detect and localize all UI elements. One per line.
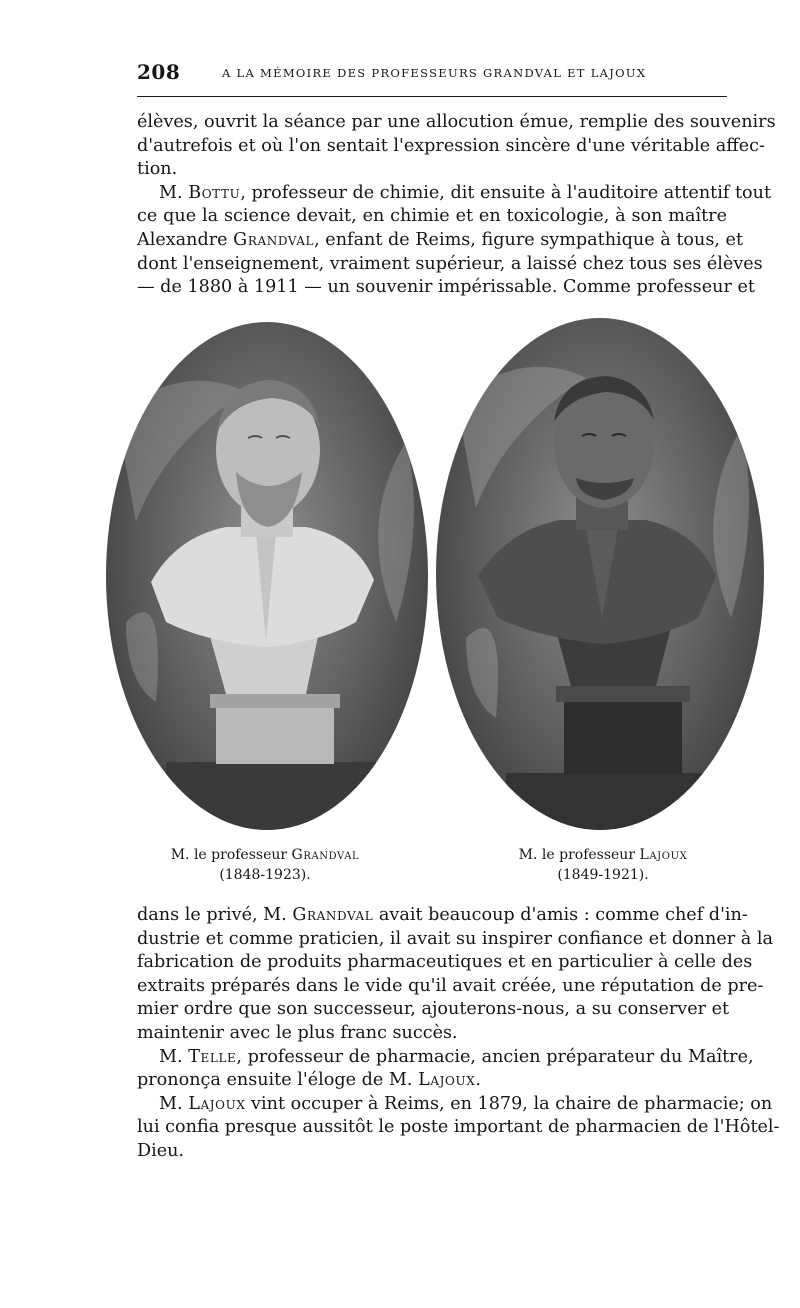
- header-rule: [137, 96, 727, 97]
- text-line: fabrication de produits pharmaceutiques et en particulier à celle des: [137, 952, 753, 973]
- name-lajoux: Lajoux: [188, 1093, 246, 1114]
- running-head: [137, 60, 727, 90]
- text-line: d'autrefois et où l'on sentait l'expression sincère d'une véritable affec-: [137, 135, 765, 156]
- page-number: 208: [137, 60, 181, 84]
- caption-name: Grandval: [291, 847, 360, 863]
- caption-line: M. le professeur Lajoux: [518, 847, 688, 863]
- text-line: élèves, ouvrit la séance par une allocution émue, remplie des souvenirs: [137, 112, 776, 132]
- caption-line: M. le professeur Grandval: [170, 847, 360, 863]
- running-title: A LA MÉMOIRE DES PROFESSEURS GRANDVAL ET LAJOUX: [222, 66, 647, 80]
- text-line: dans le privé, M. Grandval avait beaucoup d'amis : comme chef d'in-: [137, 905, 748, 925]
- caption-dates: (1849-1921).: [557, 867, 649, 883]
- text-line: — de 1880 à 1911 — un souvenir impérissable. Comme professeur et: [137, 277, 755, 298]
- lajoux-bust-illustration: [436, 318, 764, 830]
- lajoux-bust-photo: [436, 318, 764, 830]
- text-line: M. Telle, professeur de pharmacie, ancien préparateur du Maître,: [159, 1046, 754, 1067]
- text-line: prononça ensuite l'éloge de M. Lajoux.: [137, 1070, 481, 1091]
- bottom-text: [137, 904, 780, 1164]
- caption-dates: (1848-1923).: [219, 867, 311, 883]
- text-line: Alexandre Grandval, enfant de Reims, figure sympathique à tous, et: [137, 229, 744, 250]
- text-line: M. Lajoux vint occuper à Reims, en 1879, la chaire de pharmacie; on: [159, 1093, 773, 1114]
- text-line: dustrie et comme praticien, il avait su inspirer confiance et donner à la: [137, 928, 773, 949]
- text-line: extraits préparés dans le vide qu'il avait créée, une réputation de pre-: [137, 975, 764, 996]
- name-bottu: Bottu: [188, 182, 241, 203]
- text-line: tion.: [137, 159, 178, 180]
- text-line: ce que la science devait, en chimie et en toxicologie, à son maître: [137, 206, 727, 227]
- top-text: [137, 111, 776, 300]
- name-telle: Telle: [188, 1046, 237, 1067]
- grandval-bust-photo: [106, 322, 428, 830]
- text-line: M. Bottu, professeur de chimie, dit ensuite à l'auditoire attentif tout: [159, 182, 772, 203]
- name-grandval: Grandval: [233, 229, 315, 250]
- text-line: dont l'enseignement, vraiment supérieur, a laissé chez tous ses élèves: [137, 253, 763, 274]
- text-line: lui confia presque aussitôt le poste important de pharmacien de l'Hôtel-: [137, 1117, 780, 1138]
- text-line: mier ordre que son successeur, ajouterons-nous, a su conserver et: [137, 999, 730, 1020]
- text-line: maintenir avec le plus franc succès.: [137, 1022, 458, 1043]
- caption-lajoux: [478, 845, 728, 885]
- text-line: Dieu.: [137, 1140, 185, 1161]
- name-lajoux: Lajoux: [418, 1070, 476, 1091]
- name-grandval: Grandval: [292, 905, 374, 925]
- caption-name: Lajoux: [639, 847, 688, 863]
- grandval-bust-illustration: [106, 322, 428, 830]
- caption-grandval: [140, 845, 390, 885]
